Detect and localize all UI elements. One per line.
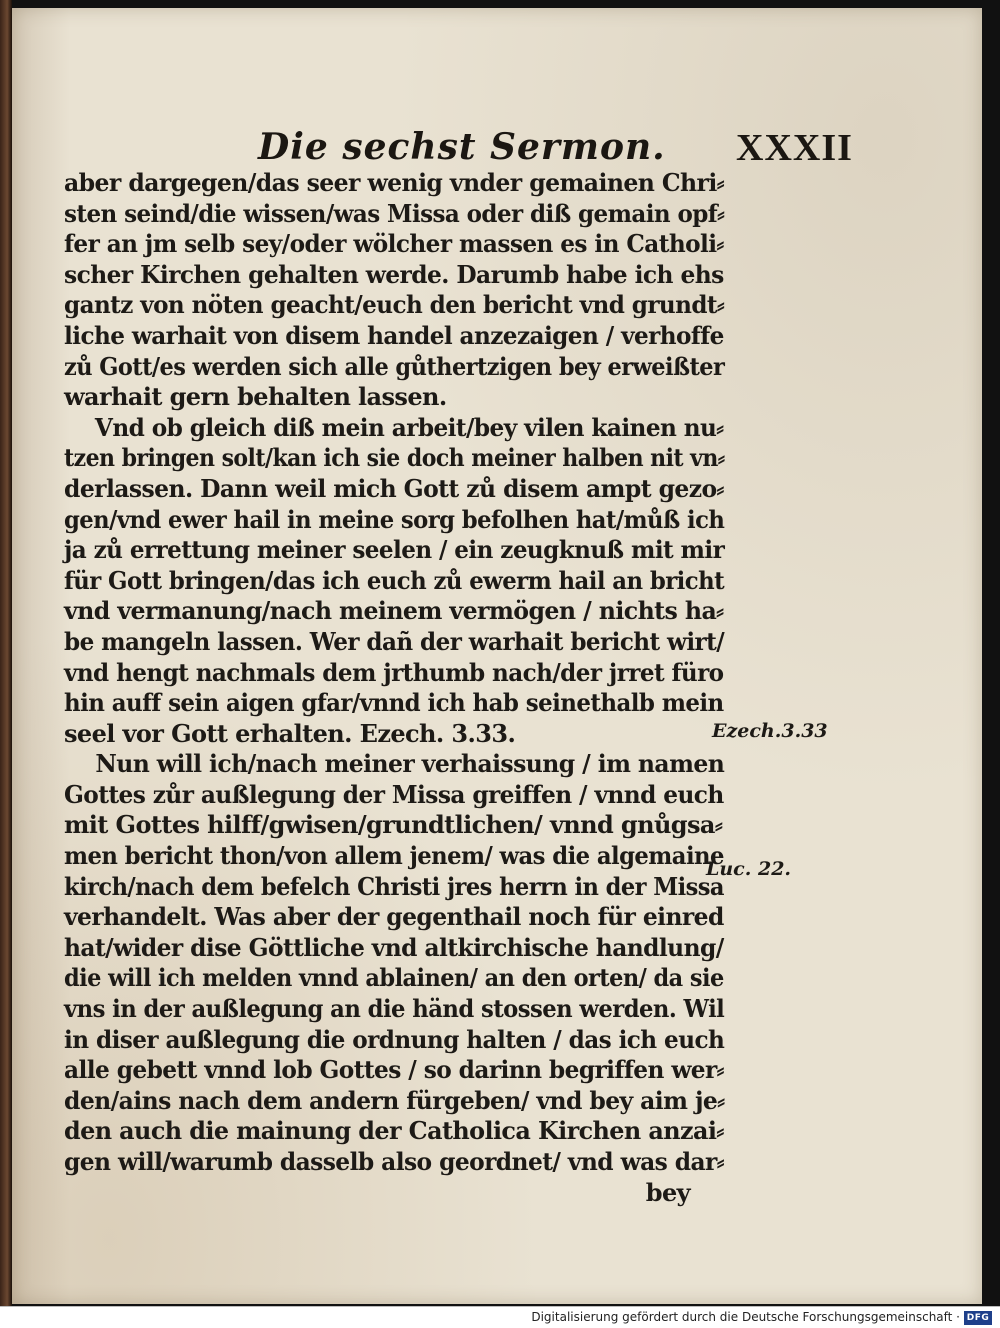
text-line: derlassen. Dann weil mich Gott zů disem ampt gezo⸗	[64, 473, 724, 503]
margin-note-ezech: Ezech.3.33	[712, 720, 828, 742]
text-line: gen/vnd ewer hail in meine sorg befolhen hat/můß ich	[64, 504, 725, 534]
text-line: men bericht thon/von allem jenem/ was die algemaine	[64, 841, 724, 871]
text-line: vnd vermanung/nach meinem vermögen / nichts ha⸗	[64, 596, 724, 626]
dfg-logo: DFG	[964, 1311, 992, 1325]
text-line: in diser außlegung die ordnung halten / das ich euch	[64, 1024, 725, 1054]
text-line: tzen bringen solt/kan ich sie doch meiner halben nit vn⸗	[64, 443, 725, 473]
text-line: Gottes zůr außlegung der Missa greiffen / vnnd euch	[64, 779, 724, 809]
book-spine-edge	[0, 0, 12, 1306]
margin-note-luc: Luc. 22.	[706, 858, 792, 880]
text-line: gen will/warumb dasselb also geordnet/ vnd was dar⸗	[64, 1147, 724, 1176]
text-line: vns in der außlegung an die händ stossen werden. Wil	[64, 994, 725, 1024]
paragraph-start-line: Nun will ich/nach meiner verhaissung / im namen	[95, 749, 725, 779]
text-line: verhandelt. Was aber der gegenthail noch für einred	[64, 902, 724, 932]
text-line: die will ich melden vnnd ablainen/ an den orten/ da sie	[64, 963, 724, 993]
text-line: fer an jm selb sey/oder wölcher massen es in Catholi⸗	[64, 229, 724, 259]
text-line: hat/wider dise Göttliche vnd altkirchische handlung/	[64, 932, 724, 962]
running-title: Die sechst Sermon.	[258, 126, 666, 168]
digitization-footer	[0, 1306, 1000, 1328]
text-line: warhait gern behalten lassen.	[64, 382, 447, 412]
text-line: ja zů errettung meiner seelen / ein zeugknuß mit mir	[64, 535, 725, 565]
book-page	[12, 8, 982, 1304]
funding-credit: Digitalisierung gefördert durch die Deutsche Forschungsgemeinschaft ·	[531, 1310, 960, 1324]
body-text	[64, 168, 724, 1208]
text-line: alle gebett vnnd lob Gottes / so darinn begriffen wer⸗	[64, 1055, 724, 1085]
paragraph-start-line: Vnd ob gleich diß mein arbeit/bey vilen kainen nu⸗	[94, 412, 724, 442]
text-line: zů Gott/es werden sich alle gůthertzigen bey erweißter	[64, 351, 725, 381]
text-line: für Gott bringen/das ich euch zů ewerm hail an bricht	[64, 565, 725, 595]
text-line: aber dargegen/das seer wenig vnder gemainen Chri⸗	[64, 168, 724, 197]
text-line: seel vor Gott erhalten. Ezech. 3.33.	[64, 718, 516, 748]
text-line: scher Kirchen gehalten werde. Darumb habe ich ehs	[64, 259, 724, 289]
catchword: bey	[645, 1177, 690, 1207]
text-line: gantz von nöten geacht/euch den bericht vnd grundt⸗	[64, 290, 725, 320]
text-line: liche warhait von disem handel anzezaigen / verhoffe	[64, 320, 724, 350]
folio-number: XXXII	[736, 127, 853, 169]
text-line: den auch die mainung der Catholica Kirchen anzai⸗	[64, 1116, 724, 1146]
text-line: mit Gottes hilff/gwisen/grundtlichen/ vnnd gnůgsa⸗	[64, 810, 723, 840]
text-line: kirch/nach dem befelch Christi jres herrn in der Missa	[64, 871, 724, 901]
text-line: be mangeln lassen. Wer dañ der warhait bericht wirt/	[64, 626, 725, 656]
text-line: vnd hengt nachmals dem jrthumb nach/der jrret füro	[64, 657, 724, 687]
text-line: sten seind/die wissen/was Missa oder diß gemain opf⸗	[64, 198, 725, 228]
text-line: hin auff sein aigen gfar/vnnd ich hab seinethalb mein	[64, 688, 724, 718]
text-line: den/ains nach dem andern fürgeben/ vnd bey aim je⸗	[64, 1085, 725, 1115]
